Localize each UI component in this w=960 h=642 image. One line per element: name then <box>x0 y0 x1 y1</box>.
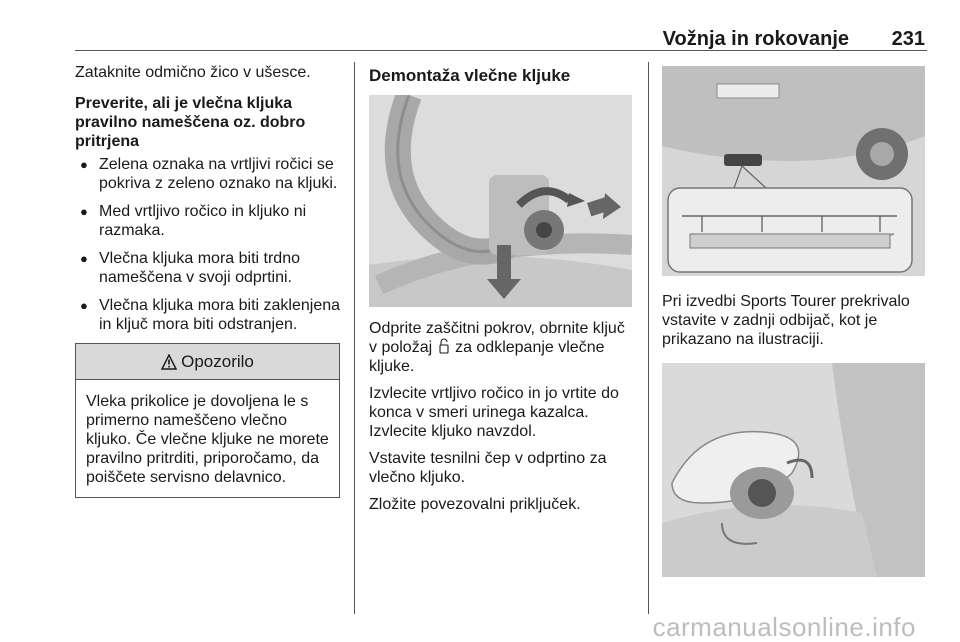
variant-text: Pri izvedbi Sports Tourer prekrivalo vstavite v zadnji odbijač, kot je prikazano na ilustraciji. <box>662 293 910 348</box>
towbar-removal-illustration <box>369 95 632 307</box>
check-heading: Preverite, ali je vlečna kljuka pravilno nameščena oz. dobro pritrjena <box>75 95 306 150</box>
intro-text: Zataknite odmično žico v ušesce. <box>75 64 311 81</box>
warning-header <box>76 344 339 380</box>
warning-text: Vleka prikolice je dovoljena le s primerno nameščeno vlečno kljuko. Če vlečne kljuke ne morete pravilno pritrditi, priporočamo, da poiščete servisno delavnico. <box>86 393 329 486</box>
watermark-text: carmanualsonline.info <box>652 612 916 642</box>
column-divider-2 <box>648 62 649 614</box>
list-item: ● Vlečna kljuka mora biti zaklenjena in ključ mora biti odstranjen. <box>75 296 343 334</box>
page-number: 231 <box>891 28 925 50</box>
step-text-1: Odprite zaščitni pokrov, obrnite ključ v položaj za odklepanje vlečne kljuke. <box>369 320 625 375</box>
column-right <box>662 66 930 577</box>
warning-box <box>75 343 340 498</box>
list-item: ● Vlečna kljuka mora biti trdno nameščena v svoji odprtini. <box>75 249 343 287</box>
section-heading: Demontaža vlečne kljuke <box>369 66 571 85</box>
rear-bumper-illustration <box>662 66 925 276</box>
header-title: Vožnja in rokovanje <box>662 28 849 50</box>
step-text-2: Izvlecite vrtljivo ročico in jo vrtite do konca v smeri urinega kazalca. Izvlecite kljuko navzdol. <box>369 385 619 440</box>
column-middle <box>369 66 637 522</box>
list-item: ● Med vrtljivo ročico in kljuko ni razmaka. <box>75 202 343 240</box>
warning-triangle-icon <box>161 354 177 370</box>
step-text-4: Zložite povezovalni priključek. <box>369 496 581 513</box>
unlock-icon <box>439 338 449 354</box>
step-text-3: Vstavite tesnilni čep v odprtino za vlečno kljuko. <box>369 450 607 486</box>
column-left <box>75 63 343 498</box>
check-list <box>75 155 343 334</box>
warning-title: Opozorilo <box>181 352 254 371</box>
column-divider-1 <box>354 62 355 614</box>
stowed-towbar-illustration <box>662 363 925 577</box>
page-header <box>75 24 927 51</box>
list-item: ● Zelena oznaka na vrtljivi ročici se pokriva z zeleno oznako na kljuki. <box>75 155 343 193</box>
